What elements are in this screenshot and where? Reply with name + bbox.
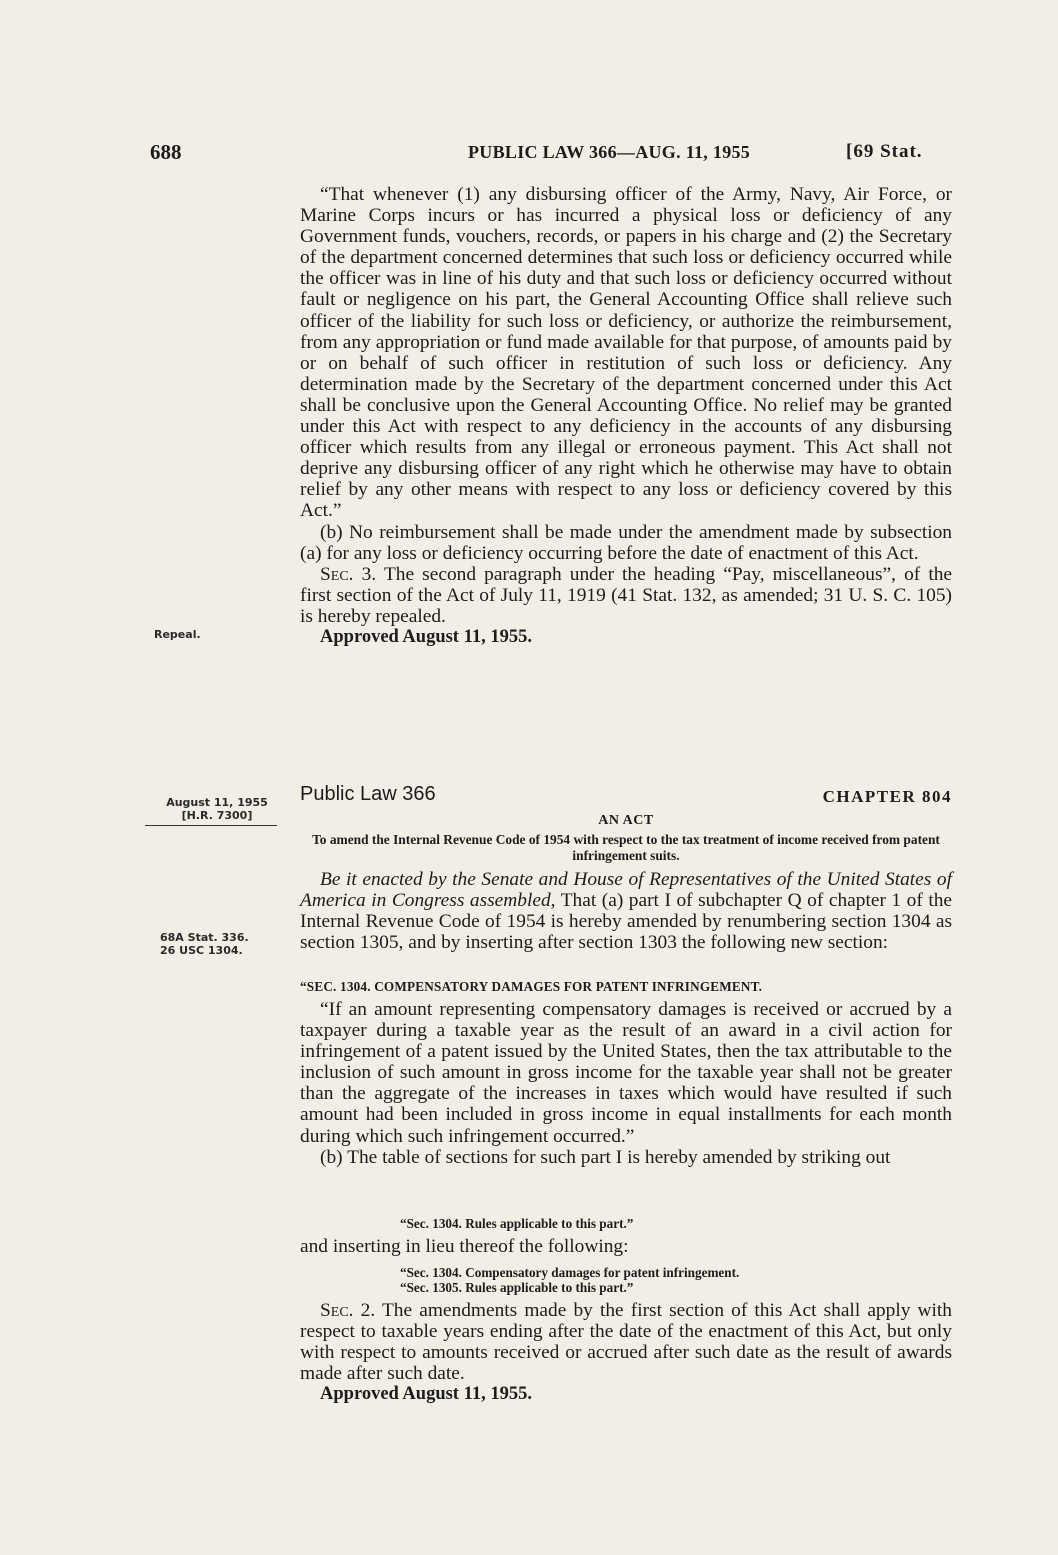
margin-bill-number: [H.R. 7300] (181, 809, 253, 822)
page-header (150, 140, 950, 166)
margin-date: August 11, 1955 (166, 796, 268, 809)
an-act-label: AN ACT (598, 813, 654, 828)
margin-divider (145, 825, 277, 826)
section-2-text: The amendments made by the first section of this Act shall apply with respect to taxable years ending after the date of the enactment of this Act, but only with respect to amounts received or accrued after such date as the result of awards made after such date. (300, 1300, 952, 1385)
chapter-number: CHAPTER 804 (822, 787, 952, 806)
final-approval-line: Approved August 11, 1955. (320, 1384, 532, 1405)
section-2-label: Sec. 2. (320, 1300, 376, 1321)
volume-reference: [69 Stat. (846, 141, 923, 162)
margin-note-date (157, 796, 277, 822)
section-3-paragraph (300, 564, 952, 627)
quoted-amendment-paragraph: “That whenever (1) any disbursing officer of the Army, Navy, Air Force, or Marine Corps incurs or has incurred a physical loss or deficiency of any Government funds, vouchers, records, or papers in his charge and (2) the Secretary of the department concerned determines that such loss or deficiency occurred while the officer was in line of his duty and that such loss or deficiency occurred without fault or negligence on his part, the General Accounting Office shall relieve such officer of the liability for such loss or deficiency, or authorize the reimbursement, from any appropriation or fund made available for that purpose, of amounts paid by or on behalf of such officer in restitution of such loss or deficiency. Any determination made by the Secretary of the department concerned under this Act shall be conclusive upon the General Accounting Office. No relief may be granted under this Act with respect to any deficiency in the accounts of any disbursing officer which results from any illegal or erroneous payment. This Act shall not deprive any disbursing officer of any right which he otherwise may have to obtain relief by any other means with respect to any loss or deficiency covered by this Act.” (300, 184, 952, 522)
margin-note-repeal: Repeal. (154, 628, 201, 641)
law-heading (300, 783, 952, 809)
page-number: 688 (150, 140, 182, 164)
enacting-clause: Be it enacted by the Senate and House of Representatives of the United States of America in Congress assembled, (300, 869, 952, 912)
section-3-label: Sec. 3. (320, 563, 377, 585)
margin-stat-citation: 68A Stat. 336. (160, 931, 249, 944)
bleed-through-mark (180, 335, 183, 346)
public-law-name: Public Law 366 (300, 783, 436, 805)
section-3-text: The second paragraph under the heading “Pay, miscellaneous”, of the first section of the Act of July 11, 1919 (41 Stat. 132, as amended; 31 U. S. C. 105) is hereby repealed. (300, 563, 953, 627)
insert-intro: and inserting in lieu thereof the following: (300, 1236, 629, 1257)
section-2-paragraph (300, 1300, 952, 1384)
act-body (300, 869, 952, 953)
enacting-paragraph-text: That (a) part I of subchapter Q of chapter 1 of the Internal Revenue Code of 1954 is hereby amended by renumbering section 1304 as section 1305, and by inserting after section 1303 the following new section: (300, 890, 953, 954)
running-title: PUBLIC LAW 366—AUG. 11, 1955 (468, 142, 751, 162)
section-1304-body (300, 999, 952, 1168)
enacting-paragraph (300, 869, 952, 953)
approval-line: Approved August 11, 1955. (320, 626, 532, 647)
inserted-table-entry-1304: “Sec. 1304. Compensatory damages for patent infringement. (400, 1265, 740, 1280)
subsection-b-table-amendment: (b) The table of sections for such part I is hereby amended by striking out (320, 1146, 891, 1168)
section-1304-text: “If an amount representing compensatory damages is received or accrued by a taxpayer during a taxable year as the result of an award in a civil action for infringement of a patent issued by the United States, then the tax attributable to the inclusion of such amount in gross income for the taxable year shall not be greater than the aggregate of the increases in taxes which would have resulted if such amount had been included in gross income in equal installments for each month during which such infringement occurred.” (300, 999, 952, 1147)
previous-law-continuation (300, 184, 952, 648)
subsection-b-paragraph: (b) No reimbursement shall be made under the amendment made by subsection (a) for any loss or deficiency occurring before the date of enactment of this Act. (300, 521, 952, 564)
inserted-table-entry-1305: “Sec. 1305. Rules applicable to this part.” (400, 1280, 634, 1295)
section-1304-heading: “SEC. 1304. COMPENSATORY DAMAGES FOR PATENT INFRINGEMENT. (300, 979, 763, 994)
stricken-table-entry: “Sec. 1304. Rules applicable to this part.” (400, 1216, 634, 1231)
margin-usc-citation: 26 USC 1304. (160, 944, 243, 957)
margin-note-citation (160, 931, 249, 957)
insert-intro-block (300, 1236, 952, 1257)
section-2-block (300, 1300, 952, 1405)
act-purpose: To amend the Internal Revenue Code of 1954 with respect to the tax treatment of income received from patent infringement suits. (312, 832, 940, 863)
